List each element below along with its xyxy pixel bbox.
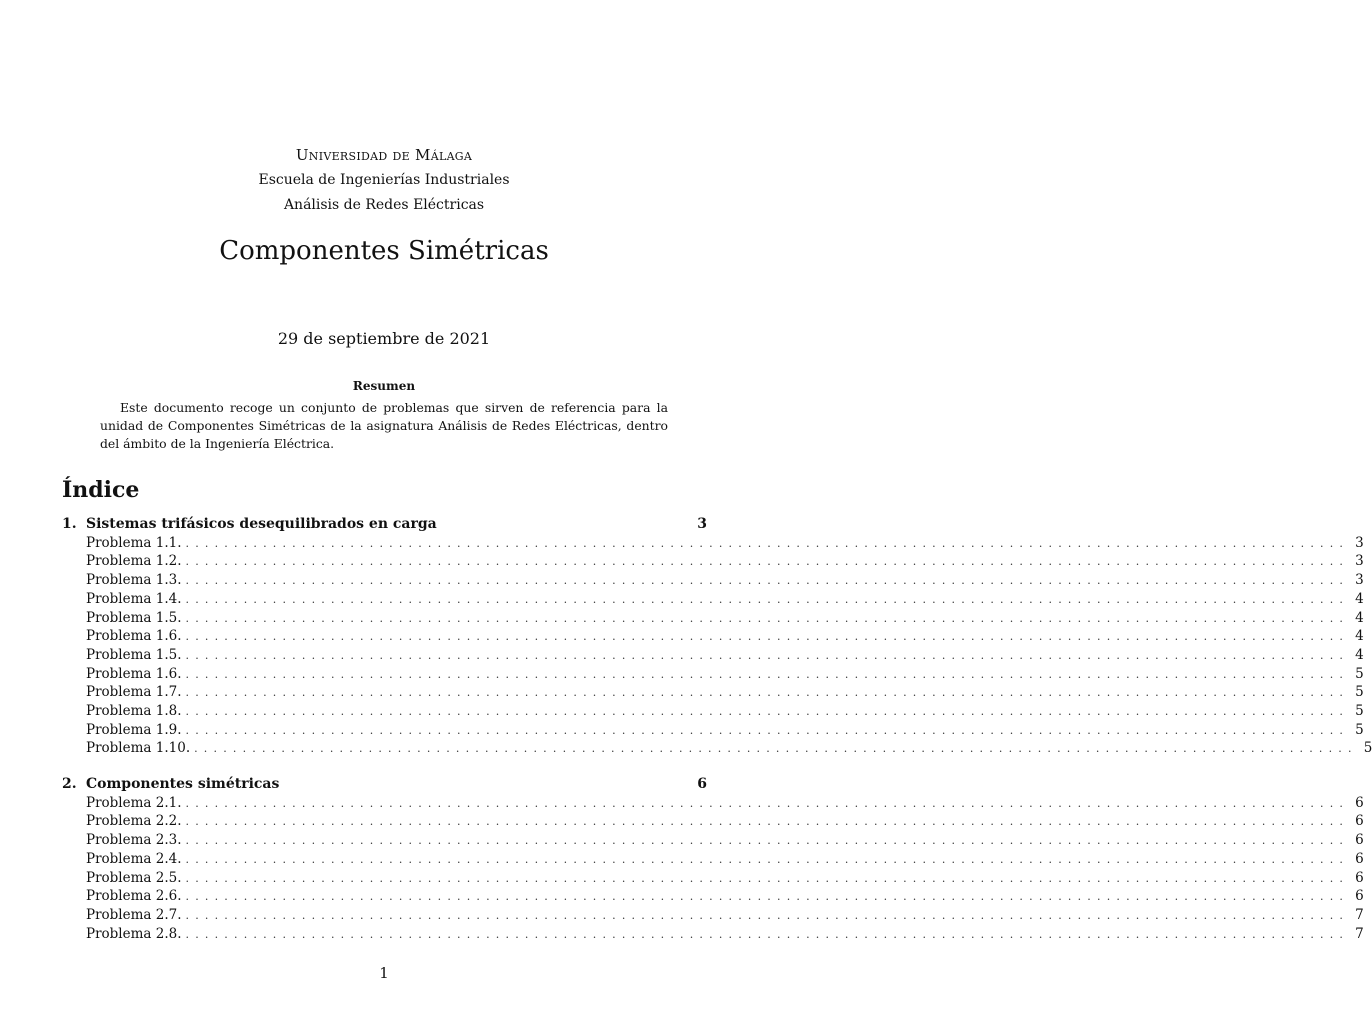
toc-entry[interactable] [86,703,1364,721]
toc-section-row[interactable] [62,776,707,794]
document-title: Componentes Simétricas [219,236,549,266]
toc-leader-dots: ........................................................................................................................ [185,555,1350,569]
toc-entry-page: 6 [1355,832,1364,849]
toc-leader-dots: ........................................................................................................................ [194,742,1358,756]
toc-entry-label: Problema 2.7. [86,906,182,923]
toc-section-title: Sistemas trifásicos desequilibrados en carga [86,516,437,532]
toc-entry-page: 6 [1355,888,1364,905]
toc-entry-label: Problema 1.5. [86,609,182,626]
toc-entry-page: 7 [1355,925,1364,942]
toc-entry-label: Problema 2.5. [86,869,182,886]
abstract-heading: Resumen [352,379,416,393]
toc-leader-dots: ........................................................................................................................ [185,815,1350,829]
document-date: 29 de septiembre de 2021 [277,329,491,348]
toc-entry-label: Problema 2.3. [86,832,182,849]
toc-entry-label: Problema 1.8. [86,703,182,719]
toc-entry-label: Problema 2.8. [86,925,182,942]
toc-entry-label: Problema 1.10. [86,740,191,757]
toc-entry[interactable] [86,888,1364,906]
toc-entry[interactable] [86,534,1364,553]
toc-entry[interactable] [86,590,1364,609]
toc-entry[interactable] [86,906,1364,925]
toc-entry[interactable] [86,684,1364,702]
toc-section-number: 1. [62,516,77,532]
toc-entry-page: 4 [1355,628,1364,645]
toc-entry-label: Problema 2.1. [86,794,182,811]
toc-entry-page: 5 [1355,684,1364,701]
toc-entry-page: 6 [1355,850,1364,867]
toc-entry[interactable] [86,553,1364,571]
toc-entry-label: Problema 2.4. [86,850,182,867]
toc-entry-page: 4 [1355,609,1364,626]
toc-leader-dots: ........................................................................................................................ [185,927,1350,941]
toc-leader-dots: ........................................................................................................................ [185,705,1350,718]
abstract-text: Este documento recoge un conjunto de problemas que sirven de referencia para la unidad de Componentes Simétricas de la asignatura Análisis de Redes Eléctricas, dentro del ámbito de la Ingeniería Eléctrica. [100,400,668,451]
toc-entry-page: 7 [1355,906,1364,923]
toc-leader-dots: ........................................................................................................................ [185,890,1350,904]
toc-entry-page: 5 [1355,665,1364,682]
toc-entry-label: Problema 1.6. [86,665,182,682]
university-name: Universidad de Málaga [295,146,473,164]
toc-entry-page: 3 [1355,572,1364,589]
toc-entry-page: 5 [1355,703,1364,719]
toc-entry-label: Problema 1.9. [86,721,182,738]
page-number: 1 [379,964,389,982]
toc-leader-dots: ........................................................................................................................ [185,723,1350,737]
toc-entry[interactable] [86,869,1364,888]
toc-entry-label: Problema 2.6. [86,888,182,905]
toc-section-row[interactable] [62,516,707,534]
toc-entry-page: 3 [1355,553,1364,570]
toc-entry[interactable] [86,628,1364,646]
toc-leader-dots: ........................................................................................................................ [185,871,1350,885]
toc-entry[interactable] [86,646,1364,665]
toc-entry[interactable] [86,609,1364,628]
toc-entry[interactable] [86,925,1364,944]
toc-leader-dots: ........................................................................................................................ [185,592,1350,606]
toc-entry-label: Problema 1.3. [86,572,182,589]
toc-entry-label: Problema 2.2. [86,813,182,830]
toc-entry[interactable] [86,665,1364,684]
toc-leader-dots: ........................................................................................................................ [185,667,1350,681]
toc-entry[interactable] [86,721,1364,740]
toc-entry-page: 6 [1355,794,1364,811]
toc-section-title: Componentes simétricas [86,776,280,792]
toc-leader-dots: ........................................................................................................................ [185,796,1350,810]
toc-entry-page: 6 [1355,869,1364,886]
toc-leader-dots: ........................................................................................................................ [185,908,1350,922]
toc-section-page: 3 [697,516,707,532]
toc-entry-label: Problema 1.2. [86,553,182,570]
toc-entry[interactable] [86,794,1364,813]
school-name: Escuela de Ingenierías Industriales [258,172,510,188]
toc-entry-page: 3 [1355,534,1364,551]
toc-entry[interactable] [86,832,1364,850]
toc-entry[interactable] [86,813,1364,831]
toc-entry-label: Problema 1.5. [86,646,182,663]
toc-section-number: 2. [62,776,77,792]
toc-entry[interactable] [86,572,1364,590]
toc-leader-dots: ........................................................................................................................ [185,648,1350,662]
toc-entry-page: 5 [1355,721,1364,738]
toc-section-page: 6 [697,776,707,792]
toc-heading: Índice [62,477,140,503]
toc-entry-page: 5 [1363,740,1372,757]
toc-entry[interactable] [86,850,1364,869]
toc-entry-page: 6 [1355,813,1364,830]
toc-entry-label: Problema 1.1. [86,534,182,551]
toc-leader-dots: ........................................................................................................................ [185,536,1350,550]
toc-leader-dots: ........................................................................................................................ [185,574,1350,588]
toc-entry-page: 4 [1355,646,1364,663]
toc-entry-label: Problema 1.7. [86,684,182,701]
toc-entry-page: 4 [1355,590,1364,607]
toc-entry-label: Problema 1.6. [86,628,182,645]
toc-leader-dots: ........................................................................................................................ [185,686,1350,700]
toc-leader-dots: ........................................................................................................................ [185,630,1350,644]
toc-leader-dots: ........................................................................................................................ [185,611,1350,625]
toc-leader-dots: ........................................................................................................................ [185,834,1350,848]
toc-leader-dots: ........................................................................................................................ [185,852,1350,866]
subject-name: Análisis de Redes Eléctricas [283,197,485,213]
toc-entry[interactable] [86,740,1372,758]
toc-entry-label: Problema 1.4. [86,590,182,607]
